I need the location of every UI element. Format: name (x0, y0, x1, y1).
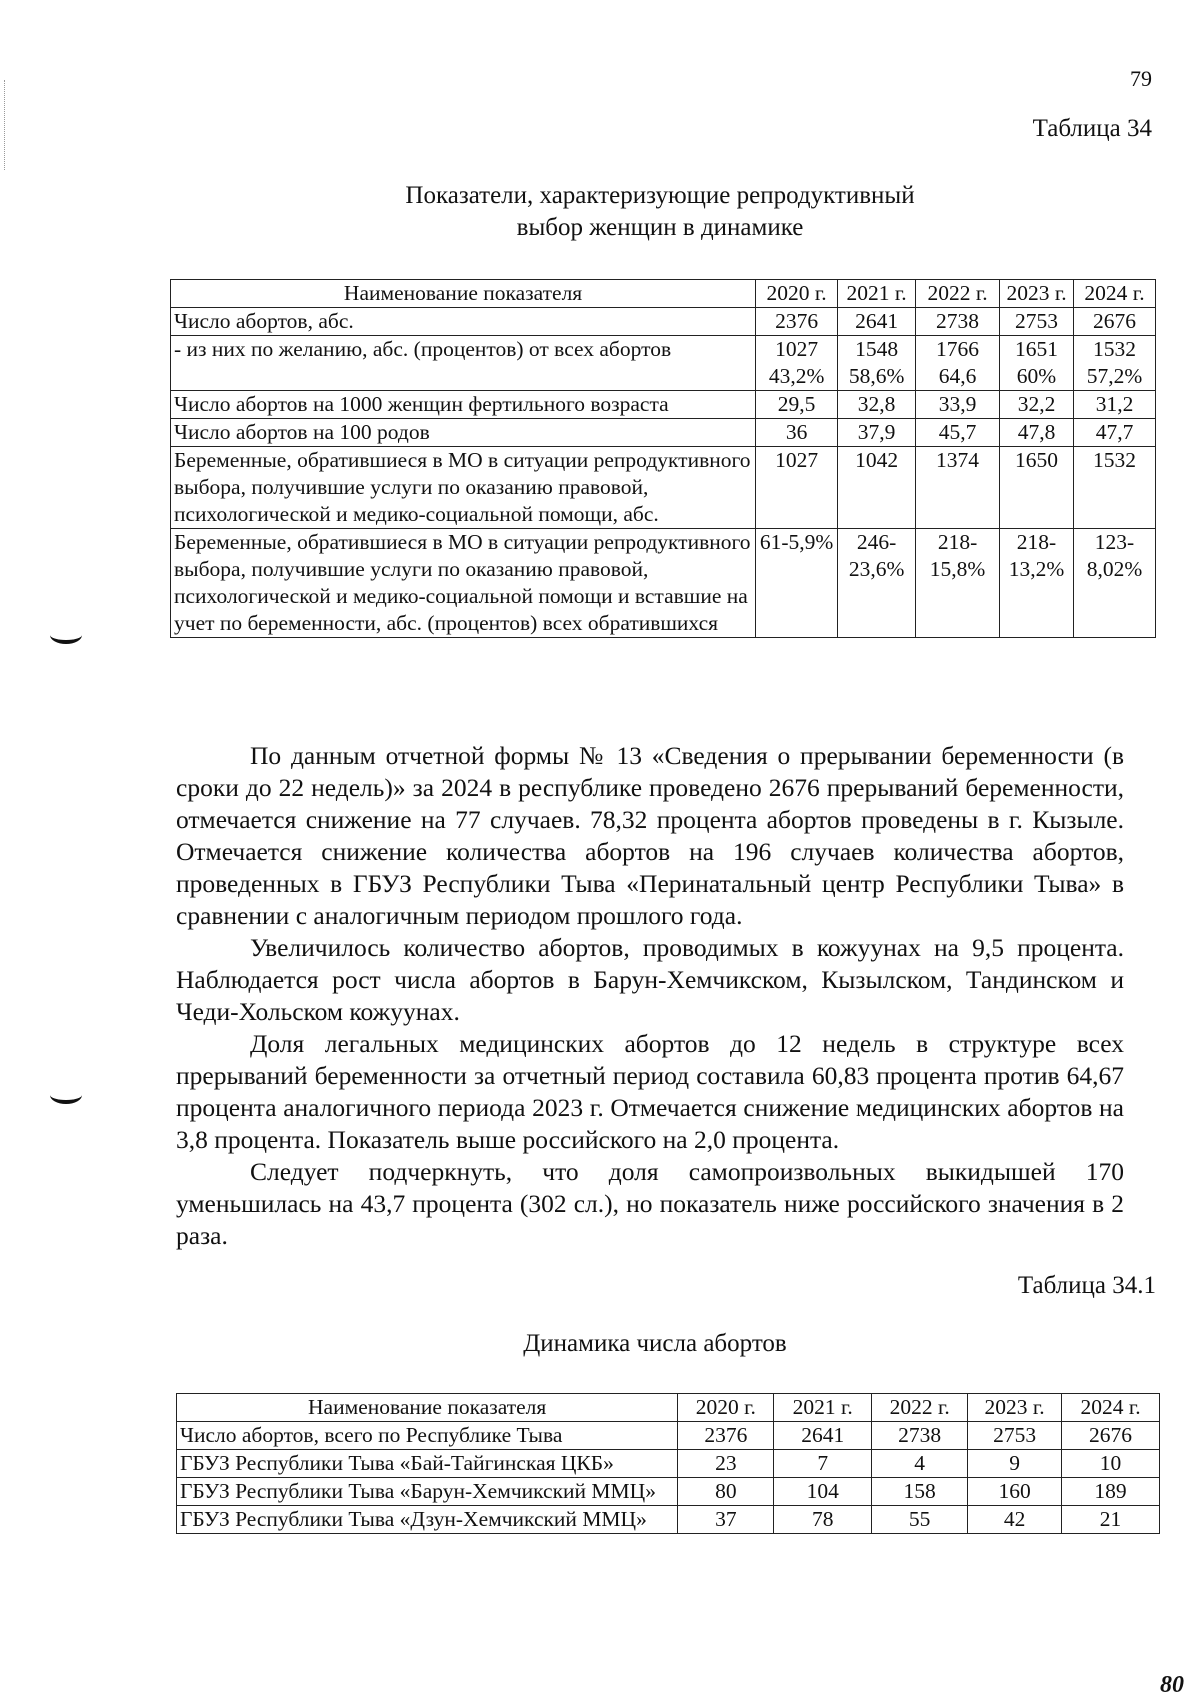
table-cell: 218- 13,2% (1000, 529, 1074, 638)
margin-check-mark (50, 626, 82, 644)
table-34-1 (176, 1393, 1160, 1534)
row-label: ГБУЗ Республики Тыва «Дзун-Хемчикский ММЦ» (177, 1506, 678, 1534)
column-header: 2021 г. (774, 1394, 872, 1422)
table-34-header-row (171, 280, 1156, 308)
column-header: 2022 г. (872, 1394, 968, 1422)
column-header: 2020 г. (756, 280, 838, 308)
table-row (171, 419, 1156, 447)
table-cell: 2641 (838, 308, 916, 336)
row-label: Беременные, обратившиеся в МО в ситуации репродуктивного выбора, получившие услуги по оказанию правовой, психологической и медико-социальной помощи и вставшие на учет по беременности, абс. (процентов) всех обратившихся (171, 529, 756, 638)
table-cell: 36 (756, 419, 838, 447)
table-cell: 2738 (916, 308, 1000, 336)
table-34-1-label: Таблица 34.1 (1017, 1272, 1156, 1299)
table-34-title-line-2: выбор женщин в динамике (516, 214, 804, 241)
body-text (176, 740, 1124, 1252)
table-cell: 23 (678, 1450, 774, 1478)
table-34 (170, 279, 1156, 638)
table-row (171, 391, 1156, 419)
table-cell: 2753 (968, 1422, 1062, 1450)
corner-handwritten-note: 80 (1160, 1672, 1184, 1698)
table-cell: 7 (774, 1450, 872, 1478)
table-cell: 2738 (872, 1422, 968, 1450)
table-cell: 1532 (1074, 447, 1156, 529)
table-cell: 37 (678, 1506, 774, 1534)
table-cell: 47,7 (1074, 419, 1156, 447)
column-header: 2022 г. (916, 280, 1000, 308)
table-cell: 160 (968, 1478, 1062, 1506)
table-cell: 1042 (838, 447, 916, 529)
table-cell: 10 (1062, 1450, 1160, 1478)
table-cell: 1650 (1000, 447, 1074, 529)
table-cell: 61-5,9% (756, 529, 838, 638)
table-cell: 31,2 (1074, 391, 1156, 419)
table-cell: 9 (968, 1450, 1062, 1478)
paragraph: По данным отчетной формы № 13 «Сведения о прерывании беременности (в сроки до 22 недель)» за 2024 в республике проведено 2676 прерываний беременности, отмечается снижение на 77 случаев. 78,32 процента абортов проведены в г. Кызыле. Отмечается снижение количества абортов на 196 случаев количества абортов, проведенных в ГБУЗ Республики Тыва «Перинатальный центр Республики Тыва» в сравнении с аналогичным периодом прошлого года. (176, 741, 1124, 930)
table-cell: 37,9 (838, 419, 916, 447)
table-cell: 2676 (1074, 308, 1156, 336)
table-34-1-title: Динамика числа абортов (523, 1330, 787, 1357)
row-label: Беременные, обратившиеся в МО в ситуации репродуктивного выбора, получившие услуги по оказанию правовой, психологической и медико-социальной помощи, абс. (171, 447, 756, 529)
column-header: 2020 г. (678, 1394, 774, 1422)
row-label: ГБУЗ Республики Тыва «Барун-Хемчикский ММЦ» (177, 1478, 678, 1506)
row-label: - из них по желанию, абс. (процентов) от всех абортов (171, 336, 756, 391)
table-row (177, 1422, 1160, 1450)
table-cell: 1027 43,2% (756, 336, 838, 391)
table-cell: 158 (872, 1478, 968, 1506)
table-cell: 32,2 (1000, 391, 1074, 419)
table-cell: 47,8 (1000, 419, 1074, 447)
scan-edge-marks (4, 80, 7, 170)
table-cell: 80 (678, 1478, 774, 1506)
table-cell: 1651 60% (1000, 336, 1074, 391)
table-cell: 123- 8,02% (1074, 529, 1156, 638)
margin-check-mark (50, 1086, 82, 1104)
table-cell: 33,9 (916, 391, 1000, 419)
column-header: 2021 г. (838, 280, 916, 308)
table-cell: 2641 (774, 1422, 872, 1450)
row-label: Число абортов, всего по Республике Тыва (177, 1422, 678, 1450)
column-header: 2023 г. (1000, 280, 1074, 308)
row-label: ГБУЗ Республики Тыва «Бай-Тайгинская ЦКБ» (177, 1450, 678, 1478)
table-34-title-line-1: Показатели, характеризующие репродуктивный (405, 182, 915, 209)
table-cell: 29,5 (756, 391, 838, 419)
paragraph: Доля легальных медицинских абортов до 12 недель в структуре всех прерываний беременности за отчетный период составила 60,83 процента против 64,67 процента аналогичного периода 2023 г. Отмечается снижение медицинских абортов на 3,8 процента. Показатель выше российского на 2,0 процента. (176, 1029, 1124, 1154)
table-cell: 21 (1062, 1506, 1160, 1534)
column-header: 2024 г. (1074, 280, 1156, 308)
table-cell: 1766 64,6 (916, 336, 1000, 391)
table-cell: 1548 58,6% (838, 336, 916, 391)
table-cell: 1532 57,2% (1074, 336, 1156, 391)
row-label: Число абортов на 1000 женщин фертильного возраста (171, 391, 756, 419)
table-cell: 1027 (756, 447, 838, 529)
table-cell: 189 (1062, 1478, 1160, 1506)
row-label: Число абортов, абс. (171, 308, 756, 336)
page-number: 79 (1130, 66, 1152, 91)
table-row (171, 308, 1156, 336)
column-header: 2023 г. (968, 1394, 1062, 1422)
paragraph: Следует подчеркнуть, что доля самопроизвольных выкидышей 170 уменьшилась на 43,7 процента (302 сл.), но показатель ниже российского значения в 2 раза. (176, 1157, 1124, 1250)
paragraph: Увеличилось количество абортов, проводимых в кожуунах на 9,5 процента. Наблюдается рост числа абортов в Барун-Хемчикском, Кызылском, Тандинском и Чеди-Хольском кожуунах. (176, 933, 1124, 1026)
table-cell: 4 (872, 1450, 968, 1478)
table-cell: 104 (774, 1478, 872, 1506)
table-cell: 2376 (756, 308, 838, 336)
table-cell: 246- 23,6% (838, 529, 916, 638)
column-header: 2024 г. (1062, 1394, 1160, 1422)
table-cell: 218- 15,8% (916, 529, 1000, 638)
table-cell: 55 (872, 1506, 968, 1534)
table-34-title (160, 180, 1160, 244)
table-cell: 1374 (916, 447, 1000, 529)
table-cell: 2676 (1062, 1422, 1160, 1450)
table-34-label: Таблица 34 (1032, 115, 1152, 142)
table-row (177, 1478, 1160, 1506)
table-row (171, 447, 1156, 529)
table-row (177, 1450, 1160, 1478)
table-cell: 42 (968, 1506, 1062, 1534)
table-cell: 2376 (678, 1422, 774, 1450)
table-34-1-header-row (177, 1394, 1160, 1422)
table-cell: 32,8 (838, 391, 916, 419)
table-row (177, 1506, 1160, 1534)
table-cell: 2753 (1000, 308, 1074, 336)
column-header: Наименование показателя (177, 1394, 678, 1422)
row-label: Число абортов на 100 родов (171, 419, 756, 447)
table-row (171, 336, 1156, 391)
table-cell: 78 (774, 1506, 872, 1534)
column-header: Наименование показателя (171, 280, 756, 308)
table-row (171, 529, 1156, 638)
table-cell: 45,7 (916, 419, 1000, 447)
